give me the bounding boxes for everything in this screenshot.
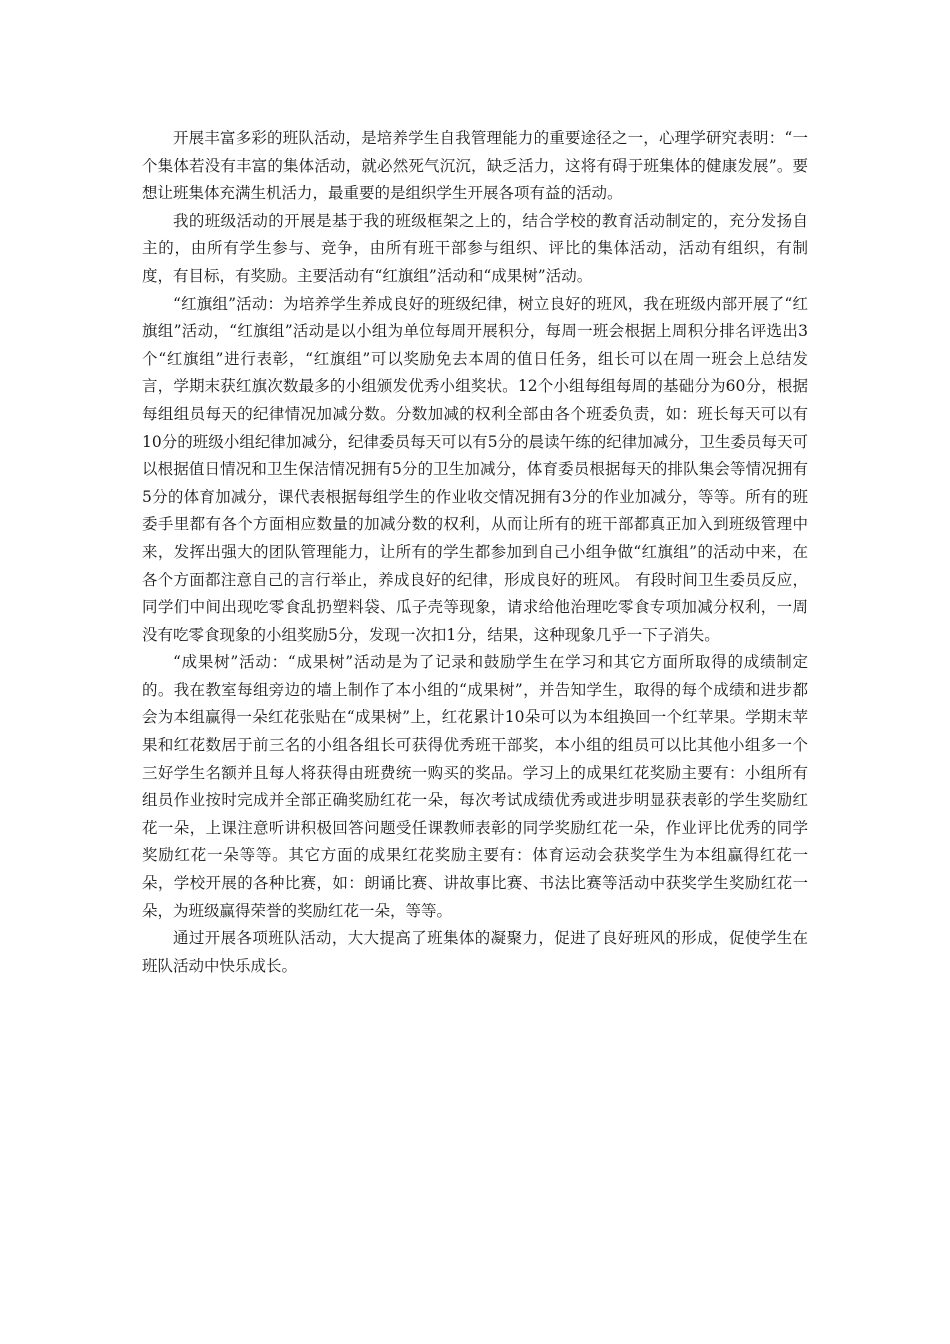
paragraph-achievement-tree: “成果树”活动：“成果树”活动是为了记录和鼓励学生在学习和其它方面所取得的成绩制定的。我在教室每组旁边的墙上制作了本小组的“成果树”，并告知学生，取得的每个成绩和进步都会为本组赢得一朵红花张贴在“成果树”上，红花累计10朵可以为本组换回一个红苹果。学期末苹果和红花数居于前三名的小组各组长可获得优秀班干部奖，本小组的组员可以比其他小组多一个三好学生名额并且每人将获得由班费统一购买的奖品。学习上的成果红花奖励主要有：小组所有组员作业按时完成并全部正确奖励红花一朵，每次考试成绩优秀或进步明显获表彰的学生奖励红花一朵，上课注意听讲积极回答问题受任课教师表彰的同学奖励红花一朵，作业评比优秀的同学奖励红花一朵等等。其它方面的成果红花奖励主要有：体育运动会获奖学生为本组赢得红花一朵，学校开展的各种比赛，如：朗诵比赛、讲故事比赛、书法比赛等活动中获奖学生奖励红花一朵，为班级赢得荣誉的奖励红花一朵，等等。 — [142, 653, 808, 920]
paragraph-intro: 开展丰富多彩的班队活动，是培养学生自我管理能力的重要途径之一，心理学研究表明：“一个集体若没有丰富的集体活动，就必然死气沉沉，缺乏活力，这将有碍于班集体的健康发展”。要想让班集体充满生机活力，最重要的是组织学生开展各项有益的活动。 — [142, 129, 808, 203]
paragraph-activity-basis: 我的班级活动的开展是基于我的班级框架之上的，结合学校的教育活动制定的，充分发扬自主的，由所有学生参与、竞争，由所有班干部参与组织、评比的集体活动，活动有组织，有制度，有目标，有奖励。主要活动有“红旗组”活动和“成果树”活动。 — [142, 211, 808, 285]
paragraph-conclusion: 通过开展各项班队活动，大大提高了班集体的凝聚力，促进了良好班风的形成，促使学生在班队活动中快乐成长。 — [142, 929, 808, 975]
document-body — [142, 125, 808, 980]
paragraph-red-flag-group: “红旗组”活动：为培养学生养成良好的班级纪律，树立良好的班风，我在班级内部开展了“红旗组”活动，“红旗组”活动是以小组为单位每周开展积分，每周一班会根据上周积分排名评选出3个“红旗组”进行表彰，“红旗组”可以奖励免去本周的值日任务，组长可以在周一班会上总结发言，学期末获红旗次数最多的小组颁发优秀小组奖状。12个小组每组每周的基础分为60分，根据每组组员每天的纪律情况加减分数。分数加减的权利全部由各个班委负责，如：班长每天可以有10分的班级小组纪律加减分，纪律委员每天可以有5分的晨读午练的纪律加减分，卫生委员每天可以根据值日情况和卫生保洁情况拥有5分的卫生加减分，体育委员根据每天的排队集会等情况拥有5分的体育加减分，课代表根据每组学生的作业收交情况拥有3分的作业加减分，等等。所有的班委手里都有各个方面相应数量的加减分数的权利，从而让所有的班干部都真正加入到班级管理中来，发挥出强大的团队管理能力，让所有的学生都参加到自己小组争做“红旗组”的活动中来，在各个方面都注意自己的言行举止，养成良好的纪律，形成良好的班风。 有段时间卫生委员反应，同学们中间出现吃零食乱扔塑料袋、瓜子壳等现象，请求给他治理吃零食专项加减分权利，一周没有吃零食现象的小组奖励5分，发现一次扣1分，结果，这种现象几乎一下子消失。 — [142, 294, 808, 644]
